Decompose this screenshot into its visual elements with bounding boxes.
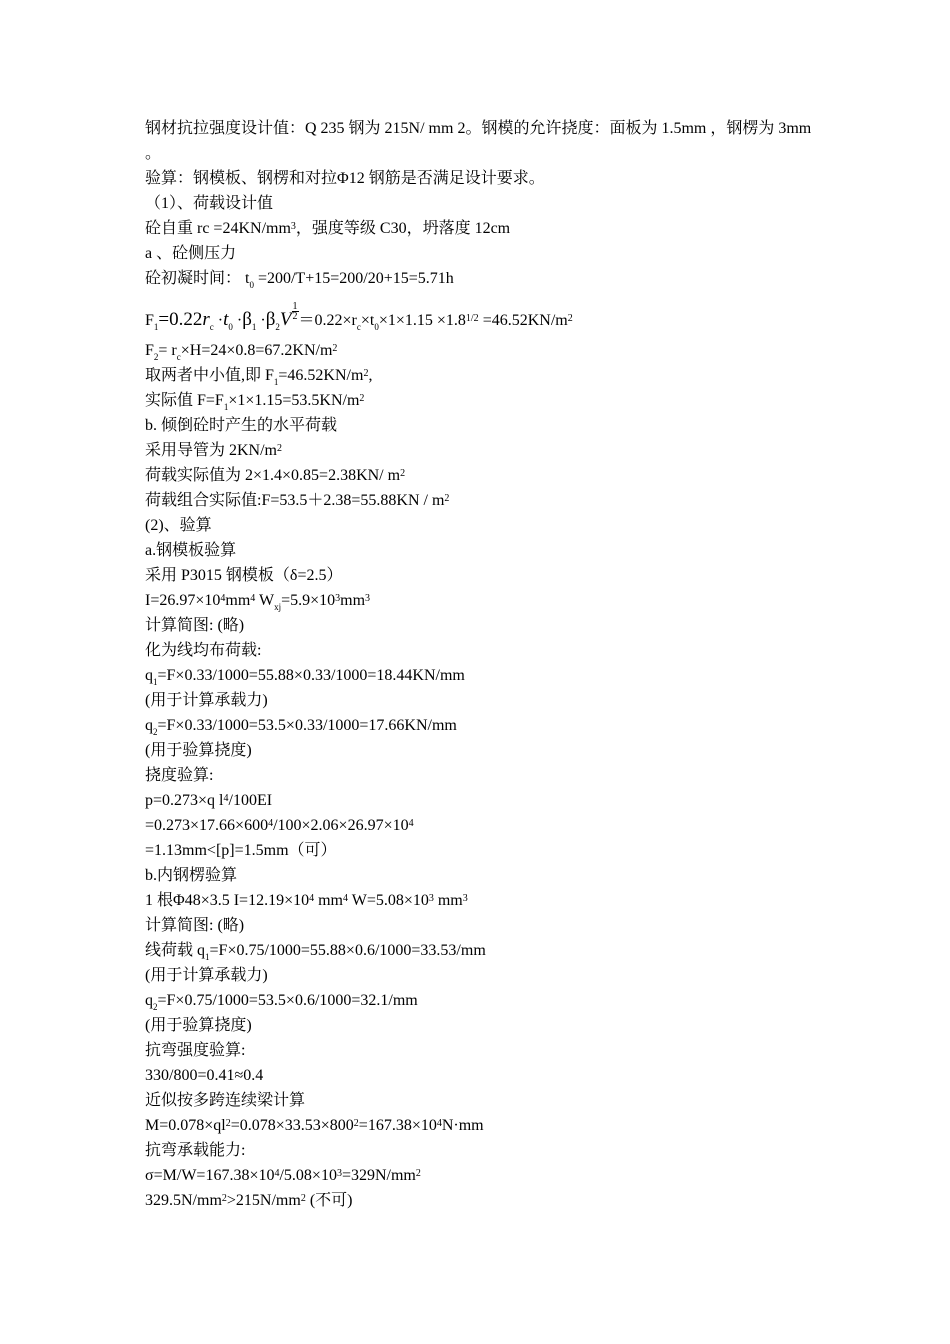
text-line: 计算简图: (略) xyxy=(145,917,245,934)
text-line: (用于计算承载力) xyxy=(145,967,268,984)
text-line: $329.5N/mm^2>215N/mm^2$ (不可) xyxy=(145,1192,353,1209)
text-line: 取两者中小值,即 $F_1=46.52KN/m^2$, xyxy=(145,367,373,387)
text-line: 实际值 $F=F_1\times 1\times 1.15=53.5KN/m^2$ xyxy=(145,392,365,412)
text-line: a 、砼侧压力 xyxy=(145,245,237,262)
text-line: $q_2=F\times 0.75/1000=53.5\times 0.6/1000=32.1/mm$ xyxy=(145,992,418,1012)
section-heading: （1）、荷载设计值 xyxy=(145,195,274,212)
formula-line: $F_1=0.22r_c \cdot t_0 \cdot\beta_1 \cdot\beta_2V$ $\frac{1}{2}$ $=0.22\times r_c\times t_0\times 1\times 1.15 \times 1.8^{1/2} =46.52KN/m^2$ xyxy=(145,301,573,332)
text-line: $q_2=F\times 0.33/1000=53.5\times 0.33/1000=17.66KN/mm$ xyxy=(145,717,457,737)
text-line: 1 根Φ48×3.5 $I=12.19\times 10^4$ $mm^4$ $W=5.08\times 10^3$ $mm^3$ xyxy=(145,892,468,909)
text-line: $\sigma=M/W=167.38\times 10^4/5.08\times 10^3=329N/mm^2$ xyxy=(145,1167,421,1184)
text-line: 钢材抗拉强度设计值：Q 235 钢为 215N/ mm 2。钢模的允许挠度：面板为 1.5mm ，钢楞为 3mm 。 xyxy=(145,120,812,162)
text-line: a.钢模板验算 xyxy=(145,542,237,559)
text-line: 采用 P3015 钢模板（δ=2.5） xyxy=(145,567,343,584)
text-line: 抗弯承载能力: xyxy=(145,1142,246,1159)
text-line: 近似按多跨连续梁计算 xyxy=(145,1092,306,1109)
text-line: 砼初凝时间： $t_0 =200/T+15=200/20+15=5.71h$ xyxy=(145,270,454,290)
text-line: b. 倾倒砼时产生的水平荷载 xyxy=(145,417,338,434)
text-line: (用于计算承载力) xyxy=(145,692,268,709)
exponent-fraction: $\frac{1}{2}$ xyxy=(292,301,298,322)
text-line: (用于验算挠度) xyxy=(145,742,252,759)
text-line: 计算简图: (略) xyxy=(145,617,245,634)
text-line: 抗弯强度验算: xyxy=(145,1042,246,1059)
text-line: 采用导管为 $2KN/m^2$ xyxy=(145,442,283,459)
text-line: $q_1=F\times 0.33/1000=55.88\times 0.33/1000=18.44KN/mm$ xyxy=(145,667,465,687)
text-line: 挠度验算: xyxy=(145,767,214,784)
formula-line: $F_2= r_c\times H=24\times 0.8=67.2KN/m^2$ xyxy=(145,342,338,362)
document-body xyxy=(145,116,815,1213)
text-line: 330/800=0.41≈0.4 xyxy=(145,1067,264,1084)
section-heading: (2)、验算 xyxy=(145,517,212,534)
text-line: 验算：钢模板、钢楞和对拉Φ12 钢筋是否满足设计要求。 xyxy=(145,170,545,187)
text-line: $=0.273\times 17.66\times 600^4/100\times 2.06\times 26.97\times 10^4$ xyxy=(145,817,414,834)
text-line: $I=26.97\times 10^4mm^4$ $W_{xj}=5.9\times 10^3mm^3$ xyxy=(145,592,371,612)
text-line: b.内钢楞验算 xyxy=(145,867,238,884)
text-line: (用于验算挠度) xyxy=(145,1017,252,1034)
text-line: 荷载组合实际值:F=53.5＋2.38=55.88KN / $m^2$ xyxy=(145,492,450,509)
text-line: =1.13mm<[p]=1.5mm（可） xyxy=(145,842,337,859)
text-line: 荷载实际值为 2×1.4×0.85=2.38KN/ $m^2$ xyxy=(145,467,406,484)
text-line: 化为线均布荷载: xyxy=(145,642,262,659)
text-line: 砼自重 rc $=24KN/mm^3$，强度等级 C30，坍落度 12cm xyxy=(145,220,511,237)
text-line: $M=0.078\times ql^2=0.078\times 33.53\times 800^2=167.38\times 10^4N\cdot mm$ xyxy=(145,1117,484,1134)
text-line: p=0.273×q $l^4/100EI$ xyxy=(145,792,273,809)
text-line: 线荷载 $q_1=F\times 0.75/1000=55.88\times 0.6/1000=33.53/mm$ xyxy=(145,942,486,962)
